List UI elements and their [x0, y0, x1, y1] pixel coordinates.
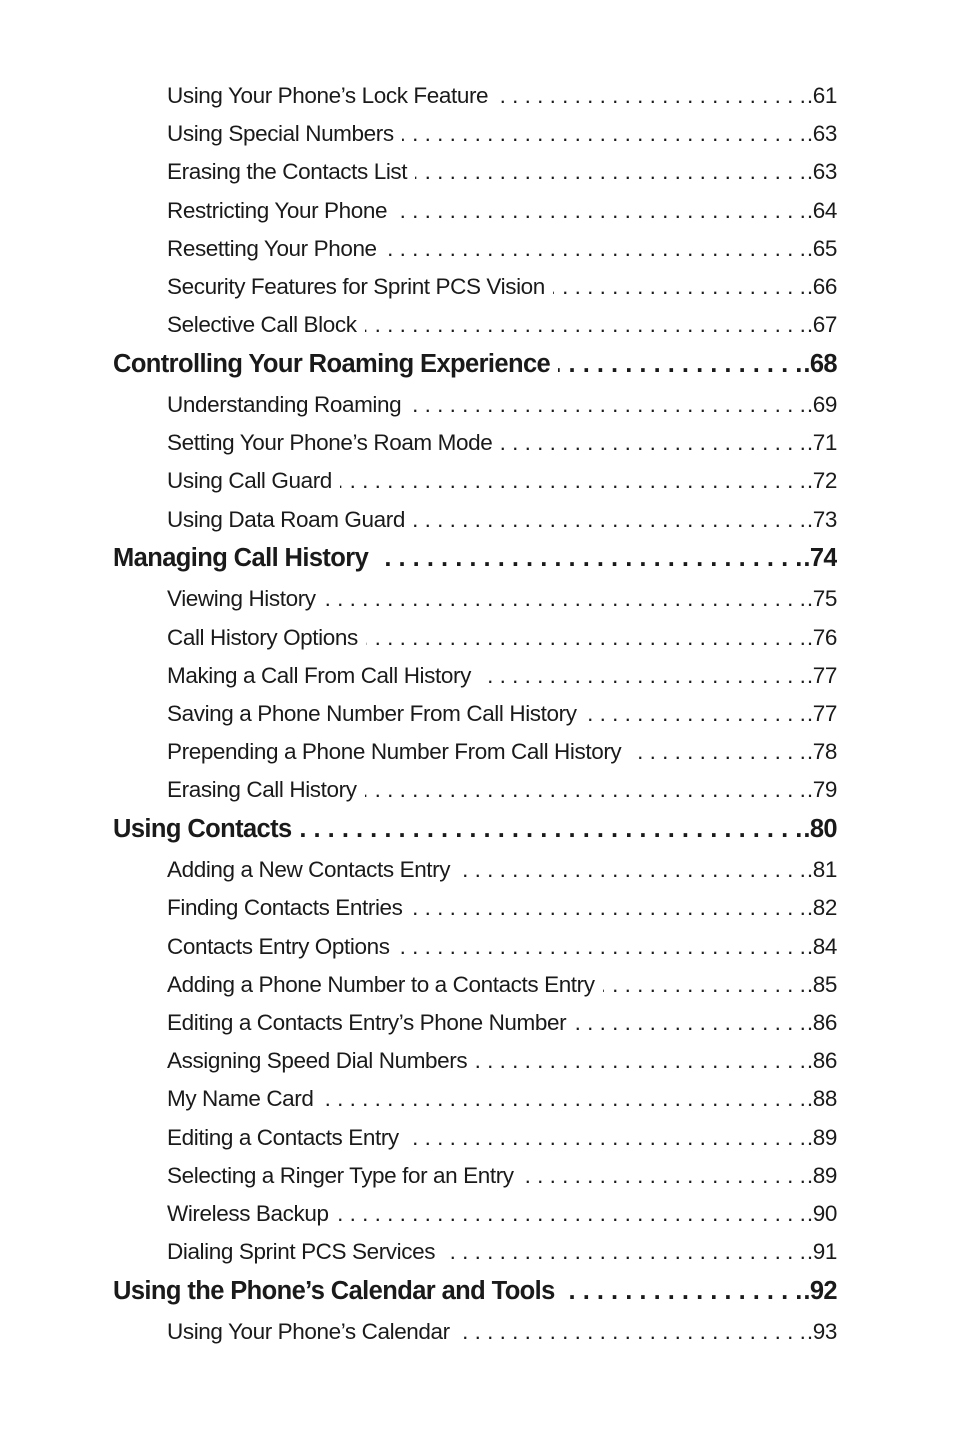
toc-entry-title: Erasing the Contacts List	[167, 159, 408, 185]
toc-entry[interactable]	[167, 663, 837, 697]
dot-leader	[407, 1125, 806, 1151]
toc-entry-title: Using Call Guard	[167, 468, 332, 494]
toc-entry-page: .67	[806, 312, 837, 338]
dot-leader	[398, 934, 806, 960]
toc-entry[interactable]	[167, 739, 837, 773]
toc-entry[interactable]	[167, 972, 837, 1006]
toc-entry-title: Editing a Contacts Entry’s Phone Number	[167, 1010, 567, 1035]
toc-entry[interactable]	[167, 312, 837, 346]
toc-entry-page: .74	[803, 544, 837, 573]
dot-leader	[475, 1048, 806, 1074]
toc-entry-title: Assigning Speed Dial Numbers	[167, 1048, 468, 1074]
toc-entry-title: Security Features for Sprint PCS Vision	[167, 274, 545, 299]
toc-entry-page: .76	[806, 624, 837, 650]
dot-leader	[409, 392, 806, 418]
toc-entry[interactable]	[167, 121, 837, 155]
toc-entry[interactable]	[167, 1319, 837, 1353]
toc-entry-page: .85	[806, 971, 837, 997]
toc-entry-title: Restricting Your Phone	[167, 197, 388, 223]
toc-entry-title: Viewing History	[167, 586, 316, 612]
toc-entry-page: .93	[806, 1319, 837, 1344]
toc-entry[interactable]	[167, 507, 837, 541]
toc-entry[interactable]	[167, 1163, 837, 1197]
dot-leader	[479, 663, 806, 689]
toc-entry-title: Controlling Your Roaming Experience	[113, 349, 551, 378]
toc-entry-title: Editing a Contacts Entry	[167, 1124, 399, 1150]
toc-entry-title: Using Your Phone’s Calendar	[167, 1319, 450, 1344]
toc-entry[interactable]	[167, 701, 837, 735]
toc-entry-title: Understanding Roaming	[167, 392, 402, 417]
dot-leader	[443, 1239, 806, 1265]
dot-leader	[321, 1086, 805, 1112]
toc-entry-title: Erasing Call History	[167, 777, 357, 803]
toc-entry[interactable]	[167, 236, 837, 270]
toc-entry-page: .90	[806, 1201, 837, 1226]
toc-entry-page: .61	[806, 83, 837, 108]
toc-entry-page: .80	[803, 815, 837, 843]
toc-heading[interactable]	[113, 1277, 837, 1315]
toc-entry-page: .81	[806, 857, 837, 883]
toc-entry[interactable]	[167, 468, 837, 502]
toc-entry-page: .64	[806, 197, 837, 223]
toc-entry-title: Using Data Roam Guard	[167, 506, 405, 532]
toc-entry[interactable]	[167, 895, 837, 929]
toc-heading[interactable]	[113, 350, 837, 388]
toc-entry[interactable]	[167, 857, 837, 891]
dot-leader	[458, 1319, 806, 1345]
dot-leader	[395, 198, 806, 224]
toc-entry-page: .71	[806, 430, 837, 456]
toc-entry-title: Using Special Numbers	[167, 121, 394, 147]
toc-entry-page: .88	[806, 1086, 837, 1112]
toc-entry[interactable]	[167, 1201, 837, 1235]
toc-entry-page: .77	[806, 662, 837, 688]
dot-leader	[496, 83, 806, 109]
toc-entry-title: Selective Call Block	[167, 312, 357, 338]
dot-leader	[603, 972, 806, 998]
toc-entry-title: Using the Phone’s Calendar and Tools	[113, 1276, 555, 1305]
toc-entry-page: .78	[806, 739, 837, 765]
toc-entry-page: .86	[806, 1010, 837, 1035]
dot-leader	[411, 895, 806, 921]
toc-entry[interactable]	[167, 777, 837, 811]
toc-entry[interactable]	[167, 392, 837, 426]
toc-entry-page: .89	[806, 1124, 837, 1150]
toc-entry-title: Call History Options	[167, 624, 358, 650]
toc-entry-title: Setting Your Phone’s Roam Mode	[167, 430, 493, 456]
toc-entry-page: .73	[806, 506, 837, 532]
dot-leader	[574, 1010, 806, 1036]
toc-entry-title: Using Contacts	[113, 815, 292, 843]
toc-entry[interactable]	[167, 1010, 837, 1044]
toc-entry-page: .65	[806, 235, 837, 261]
toc-entry-page: .79	[806, 777, 837, 803]
toc-entry-page: .82	[806, 895, 837, 921]
toc-entry-title: Finding Contacts Entries	[167, 895, 403, 921]
dot-leader	[629, 739, 806, 765]
toc-entry[interactable]	[167, 1125, 837, 1159]
dot-leader	[365, 777, 806, 803]
toc-entry-title: Dialing Sprint PCS Services	[167, 1239, 436, 1265]
toc-entry-page: .91	[806, 1239, 837, 1265]
toc-entry[interactable]	[167, 159, 837, 193]
toc-entry-page: .69	[806, 392, 837, 417]
toc-entry[interactable]	[167, 1239, 837, 1273]
toc-entry-page: .72	[806, 468, 837, 494]
toc-entry-title: Contacts Entry Options	[167, 933, 390, 959]
toc-entry-page: .84	[806, 933, 837, 959]
dot-leader	[337, 1201, 806, 1227]
dot-leader	[563, 1277, 803, 1306]
toc-entry[interactable]	[167, 934, 837, 968]
toc-heading[interactable]	[113, 544, 837, 582]
toc-entry-page: .77	[806, 701, 837, 726]
dot-leader	[340, 468, 806, 494]
dot-leader	[324, 586, 806, 612]
dot-leader	[300, 815, 803, 844]
dot-leader	[385, 236, 806, 262]
toc-entry[interactable]	[167, 1048, 837, 1082]
toc-entry[interactable]	[167, 198, 837, 232]
toc-entry-page: .89	[806, 1162, 837, 1188]
toc-entry-title: Prepending a Phone Number From Call History	[167, 739, 622, 765]
toc-entry[interactable]	[167, 83, 837, 117]
toc-entry[interactable]	[167, 274, 837, 308]
toc-entry[interactable]	[167, 1086, 837, 1120]
dot-leader	[553, 274, 806, 300]
dot-leader	[585, 701, 806, 727]
toc-entry-page: .63	[806, 121, 837, 147]
dot-leader	[522, 1163, 806, 1189]
toc-entry-title: Using Your Phone’s Lock Feature	[167, 83, 489, 108]
toc-heading[interactable]	[113, 815, 837, 853]
toc-entry-page: .75	[806, 586, 837, 612]
dot-leader	[376, 544, 802, 573]
toc-entry-title: Adding a New Contacts Entry	[167, 857, 451, 883]
dot-leader	[366, 625, 806, 651]
dot-leader	[365, 312, 806, 338]
dot-leader	[413, 507, 806, 533]
toc-entry[interactable]	[167, 430, 837, 464]
dot-leader	[415, 159, 806, 185]
dot-leader	[558, 350, 802, 379]
toc-entry-title: Saving a Phone Number From Call History	[167, 701, 577, 726]
toc-entry[interactable]	[167, 586, 837, 620]
toc-entry-title: Wireless Backup	[167, 1201, 329, 1226]
toc-entry-title: Managing Call History	[113, 544, 369, 573]
dot-leader	[500, 430, 806, 456]
toc-entry-title: Selecting a Ringer Type for an Entry	[167, 1162, 514, 1188]
toc-entry-page: .92	[803, 1276, 837, 1305]
toc-entry-page: .66	[806, 274, 837, 299]
dot-leader	[402, 121, 806, 147]
toc-entry-page: .68	[803, 349, 837, 378]
toc-entry-title: Resetting Your Phone	[167, 235, 377, 261]
toc-entry-title: Making a Call From Call History	[167, 662, 471, 688]
toc-entry[interactable]	[167, 625, 837, 659]
dot-leader	[458, 857, 806, 883]
toc-entry-page: .86	[806, 1048, 837, 1074]
toc-entry-title: Adding a Phone Number to a Contacts Entry	[167, 971, 595, 997]
toc-entry-page: .63	[806, 159, 837, 185]
toc-entry-title: My Name Card	[167, 1086, 314, 1112]
